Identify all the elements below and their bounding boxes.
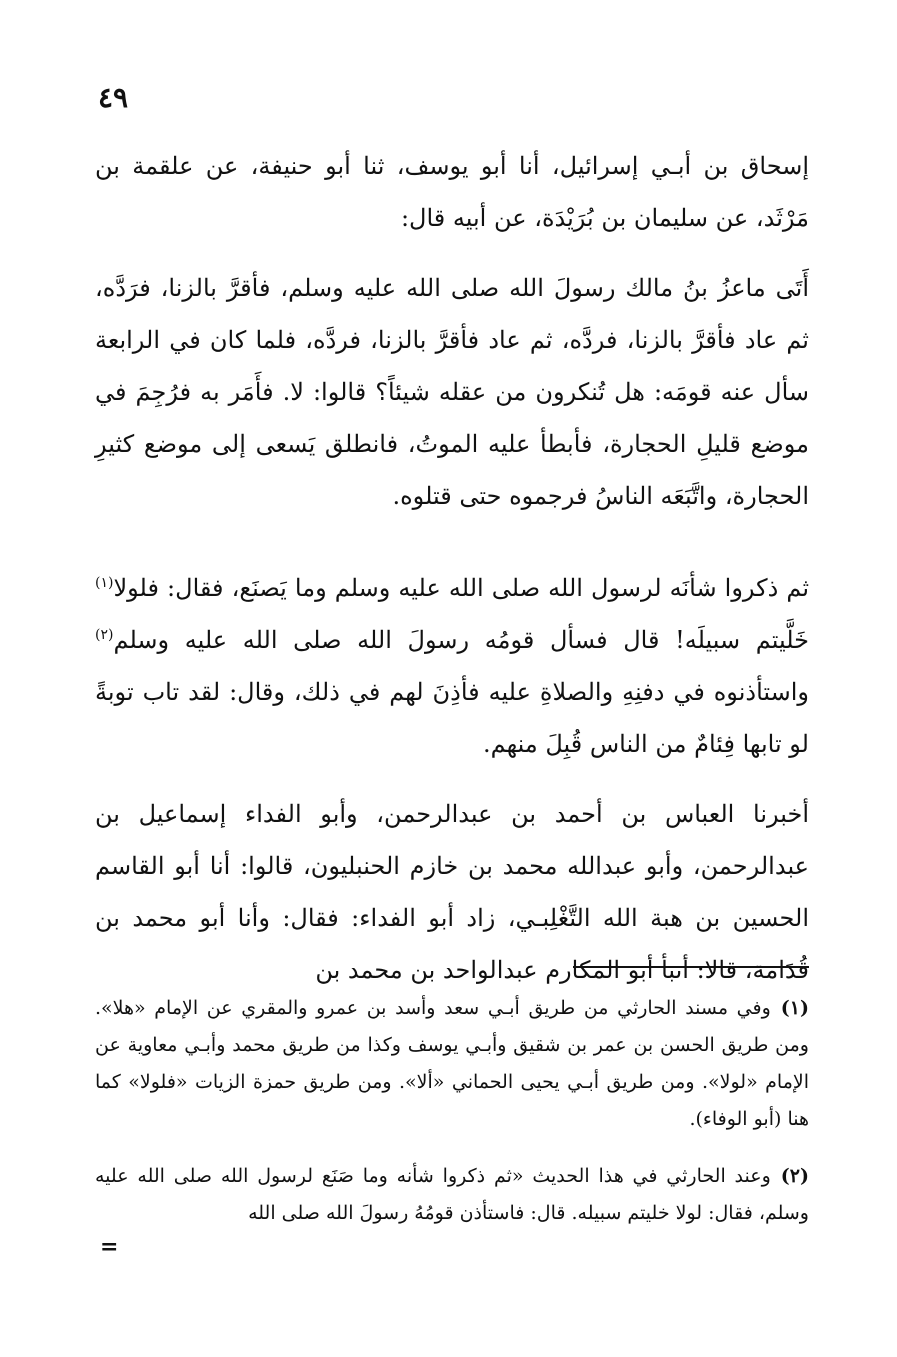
paragraph-text-part-3: واستأذنوه في دفنِهِ والصلاةِ عليه فأذِنَ لهم في ذلك، وقال: لقد تاب توبةً لو تابها فِئامٌ من الناس قُبِلَ منهم. — [95, 678, 809, 758]
footnote-text: وعند الحارثي في هذا الحديث «ثم ذكروا شأنه وما صَنَع لرسول الله صلى الله عليه وسلم، فقال: لولا خليتم سبيله. قال: فاستأذن قومُهُ رسولَ الله صلى الله — [95, 1165, 809, 1224]
footnote-reference-2: (٢) — [95, 627, 114, 643]
footnote-2 — [95, 1158, 809, 1232]
main-text — [95, 140, 809, 996]
paragraph-text-part-1: ثم ذكروا شأنَه لرسول الله صلى الله عليه وسلم وما يَصنَع، فقال: فلولا — [113, 574, 809, 602]
footnote-text: وفي مسند الحارثي من طريق أبـي سعد وأسد بن عمرو والمقري عن الإمام «هلا». ومن طريق الحسن بن عمر بن شقيق وأبـي يوسف وكذا من طريق محمد وأبـي معاوية عن الإمام «لولا». ومن طريق أبـي يحيى الحماني «ألا». ومن طريق حمزة الزيات «فلولا» كما هنا (أبو الوفاء). — [95, 997, 809, 1130]
paragraph-text-part-2: خَلَّيتم سبيلَه! قال فسأل قومُه رسولَ الله صلى الله عليه وسلم — [113, 626, 809, 654]
paragraph-hadith-continuation — [95, 562, 809, 770]
footnote-number: (٢) — [780, 1165, 809, 1187]
page-number: ٤٩ — [98, 81, 129, 114]
paragraph-isnad-2: أخبرنا العباس بن أحمد بن عبدالرحمن، وأبو الفداء إسماعيل بن عبدالرحمن، وأبو عبدالله محمد بن خازم الحنبليون، قالوا: أنا أبو القاسم الحسين بن هبة الله التَّغْلِبـي، زاد أبو الفداء: فقال: وأنا أبو محمد بن قُدَامة، قالا: أنبأ أبو المكارم عبدالواحد بن محمد بن — [95, 800, 809, 984]
footnote-number: (١) — [780, 997, 809, 1019]
paragraph-isnad-1: إسحاق بن أبـي إسرائيل، أنا أبو يوسف، ثنا أبو حنيفة، عن علقمة بن مَرْثَد، عن سليمان بن بُرَيْدَة، عن أبيه قال: — [95, 152, 809, 232]
footnote-1 — [95, 990, 809, 1138]
footnote-reference-1: (١) — [95, 575, 114, 591]
paragraph-hadith-maiz: أَتَى ماعزُ بنُ مالك رسولَ الله صلى الله عليه وسلم، فأقرَّ بالزنا، فرَدَّه، ثم عاد فأقرَّ بالزنا، فردَّه، ثم عاد فأقرَّ بالزنا، فردَّه، فلما كان في الرابعة سأل عنه قومَه: هل تُنكرون من عقله شيئاً؟ قالوا: لا. فأَمَر به فرُجِمَ في موضع قليلِ الحجارة، فأبطأ عليه الموتُ، فانطلق يَسعى إلى موضع كثيرِ الحجارة، واتَّبَعَه الناسُ فرجموه حتى قتلوه. — [95, 274, 809, 510]
footnote-divider — [573, 966, 809, 968]
footnotes — [95, 990, 809, 1232]
continuation-mark: = — [100, 1234, 119, 1260]
